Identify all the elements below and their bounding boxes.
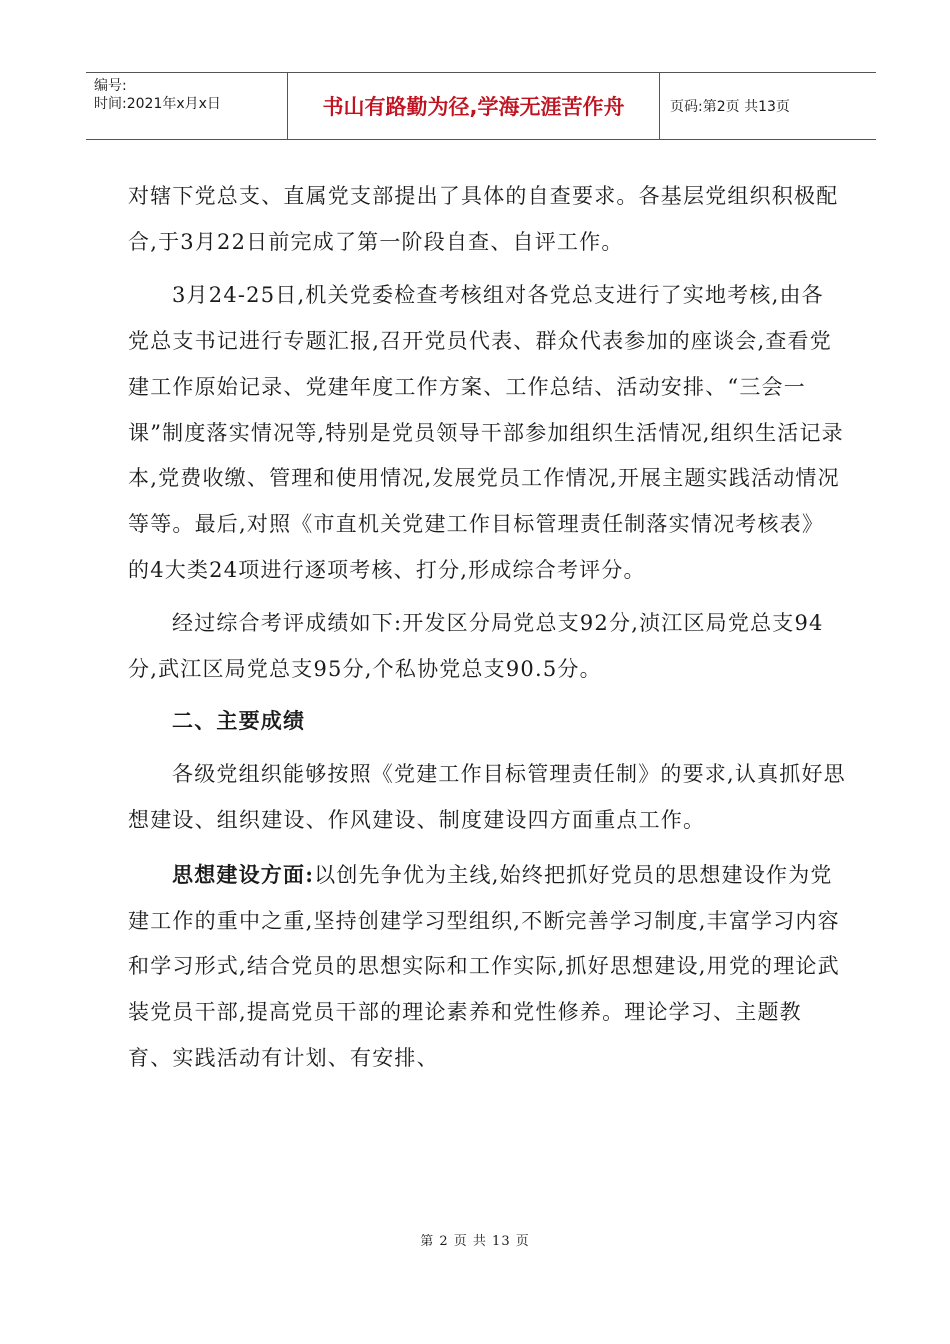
paragraph-3: 经过综合考评成绩如下:开发区分局党总支92分,浈江区局党总支94分,武江区局党总支95分,个私协党总支90.5分。 <box>128 611 824 682</box>
document-body <box>128 174 846 1081</box>
page-header <box>86 72 876 140</box>
page-footer: 第 2 页 共 13 页 <box>420 1234 530 1249</box>
header-page-info: 页码:第2页 共13页 <box>670 99 790 115</box>
paragraph-5 <box>128 852 846 1082</box>
paragraph-2: 3月24-25日,机关党委检查考核组对各党总支进行了实地考核,由各党总支书记进行专题汇报,召开党员代表、群众代表参加的座谈会,查看党建工作原始记录、党建年度工作方案、工作总结、活动安排、“三会一课”制度落实情况等,特别是党员领导干部参加组织生活情况,组织生活记录本,党费收缴、管理和使用情况,发展党员工作情况,开展主题实践活动情况等等。最后,对照《市直机关党建工作目标管理责任制落实情况考核表》的4大类24项进行逐项考核、打分,形成综合考评分。 <box>128 283 844 582</box>
paragraph-5-text: 以创先争优为主线,始终把抓好党员的思想建设作为党建工作的重中之重,坚持创建学习型组织,不断完善学习制度,丰富学习内容和学习形式,结合党员的思想实际和工作实际,抓好思想建设,用党的理论武装党员干部,提高党员干部的理论素养和党性修养。理论学习、主题教育、实践活动有计划、有安排、 <box>128 862 840 1070</box>
document-number-label: 编号: <box>94 78 127 94</box>
header-meta <box>86 73 288 139</box>
section-heading-main-achievements: 二、主要成绩 <box>172 708 306 733</box>
paragraph-5-lead: 思想建设方面: <box>172 861 315 887</box>
paragraph-1: 对辖下党总支、直属党支部提出了具体的自查要求。各基层党组织积极配合,于3月22日前完成了第一阶段自查、自评工作。 <box>128 184 839 254</box>
header-motto: 书山有路勤为径,学海无涯苦作舟 <box>288 73 660 139</box>
document-time-label: 时间:2021年x月x日 <box>94 96 221 112</box>
paragraph-4: 各级党组织能够按照《党建工作目标管理责任制》的要求,认真抓好思想建设、组织建设、作风建设、制度建设四方面重点工作。 <box>128 762 846 833</box>
